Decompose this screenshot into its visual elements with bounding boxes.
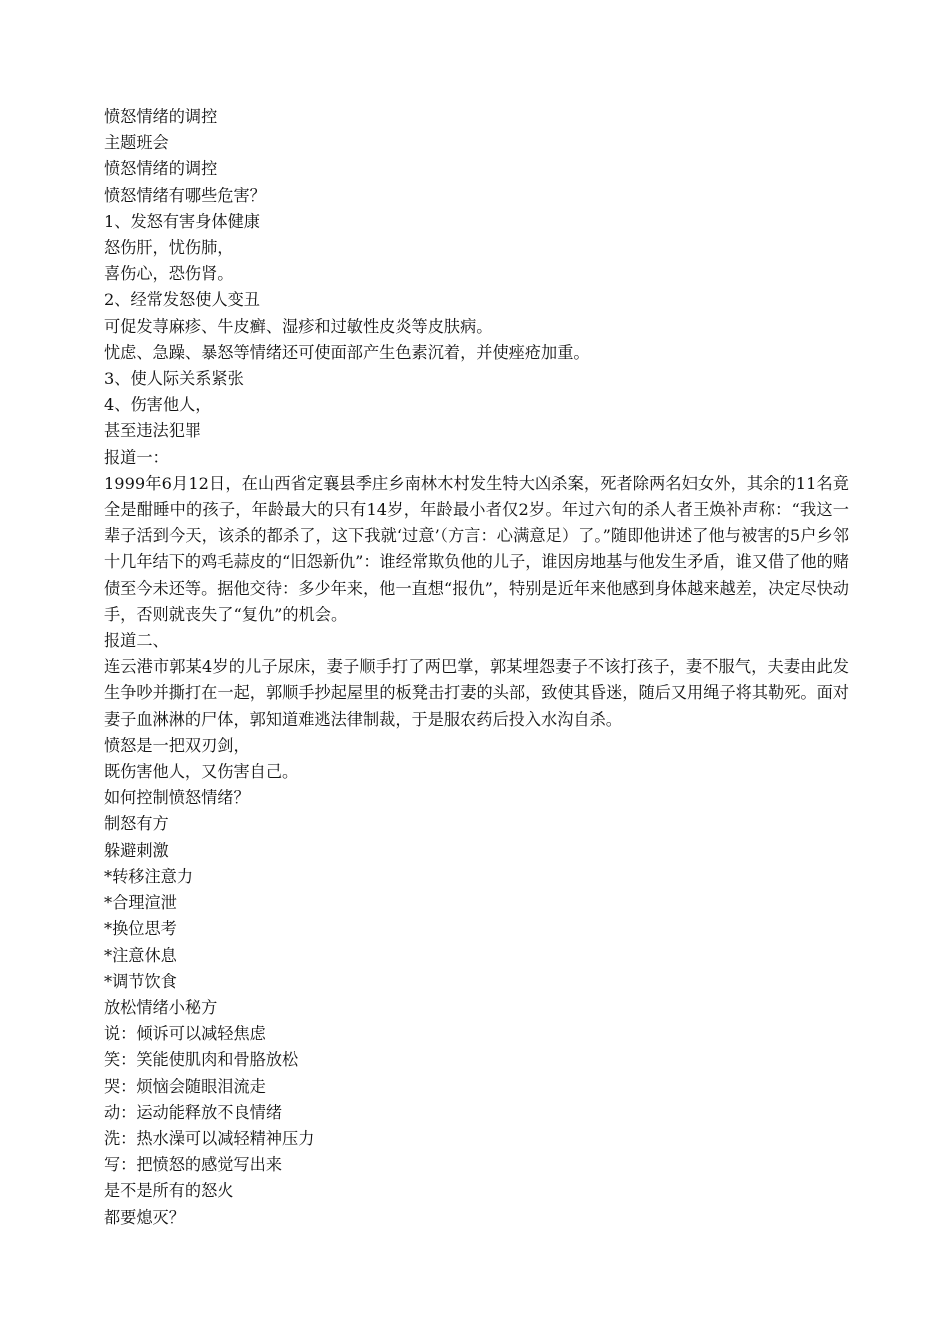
section-tips-heading: 放松情绪小秘方 xyxy=(104,997,218,1017)
point-1: 1、发怒有害身体健康 xyxy=(104,211,260,231)
tip-item: 洗：热水澡可以减轻精神压力 xyxy=(104,1128,315,1148)
point-3: 3、使人际关系紧张 xyxy=(104,369,244,389)
report-2-heading: 报道二、 xyxy=(104,631,169,651)
text-line: 忧虑、急躁、暴怒等情绪还可使面部产生色素沉着，并使痤疮加重。 xyxy=(104,342,590,362)
tip-item: 哭：烦恼会随眼泪流走 xyxy=(104,1076,266,1096)
text-line: 甚至违法犯罪 xyxy=(104,421,202,441)
doc-title: 愤怒情绪的调控 xyxy=(104,107,218,126)
bullet-item: *调节饮食 xyxy=(104,971,177,991)
text-line: 制怒有方 xyxy=(104,814,169,834)
bullet-item: *转移注意力 xyxy=(104,866,194,886)
text-line: 愤怒是一把双刃剑， xyxy=(104,735,250,755)
section-question-harm: 愤怒情绪有哪些危害？ xyxy=(104,185,266,205)
closing-question: 是不是所有的怒火 xyxy=(104,1181,234,1201)
point-4: 4、伤害他人， xyxy=(104,395,212,415)
tip-item: 说：倾诉可以减轻焦虑 xyxy=(104,1024,266,1044)
doc-subtitle: 主题班会 xyxy=(104,133,169,153)
section-question-control: 如何控制愤怒情绪？ xyxy=(104,788,250,808)
report-2-paragraph: 连云港市郭某4岁的儿子尿床，妻子顺手打了两巴掌，郭某埋怨妻子不该打孩子，妻不服气，夫妻由此发生争吵并撕打在一起，郭顺手抄起屋里的板凳击打妻的头部，致使其昏迷，随后又用绳子将其勒死。面对妻子血淋淋的尸体，郭知道难逃法律制裁，于是服农药后投入水沟自杀。 xyxy=(104,657,849,729)
text-line: 喜伤心，恐伤肾。 xyxy=(104,264,234,284)
text-line: 既伤害他人，又伤害自己。 xyxy=(104,762,299,782)
doc-heading: 愤怒情绪的调控 xyxy=(104,159,218,179)
bullet-item: *换位思考 xyxy=(104,919,177,939)
report-1-heading: 报道一： xyxy=(104,447,169,467)
bullet-item: *注意休息 xyxy=(104,945,177,965)
text-line: 可促发荨麻疹、牛皮癣、湿疹和过敏性皮炎等皮肤病。 xyxy=(104,316,493,336)
closing-question: 都要熄灭？ xyxy=(104,1207,185,1227)
text-line: 怒伤肝，忧伤肺， xyxy=(104,238,234,258)
bullet-item: *合理渲泄 xyxy=(104,893,177,913)
tip-item: 笑：笑能使肌肉和骨胳放松 xyxy=(104,1050,299,1070)
point-2: 2、经常发怒使人变丑 xyxy=(104,290,260,310)
tip-item: 写：把愤怒的感觉写出来 xyxy=(104,1155,283,1175)
document-page xyxy=(104,104,849,1231)
text-line: 躲避刺激 xyxy=(104,840,169,860)
report-1-paragraph: 1999年6月12日，在山西省定襄县季庄乡南林木村发生特大凶杀案，死者除两名妇女外，其余的11名竟全是酣睡中的孩子，年龄最大的只有14岁，年龄最小者仅2岁。年过六旬的杀人者王焕补声称：“我这一辈子活到今天，该杀的都杀了，这下我就‘过意’（方言：心满意足）了。”随即他讲述了他与被害的5户乡邻十几年结下的鸡毛蒜皮的“旧怨新仇”：谁经常欺负他的儿子，谁因房地基与他发生矛盾，谁又借了他的赌债至今未还等。据他交待：多少年来，他一直想“报仇”，特别是近年来他感到身体越来越差，决定尽快动手，否则就丧失了“复仇”的机会。 xyxy=(104,473,849,624)
tip-item: 动：运动能释放不良情绪 xyxy=(104,1102,283,1122)
